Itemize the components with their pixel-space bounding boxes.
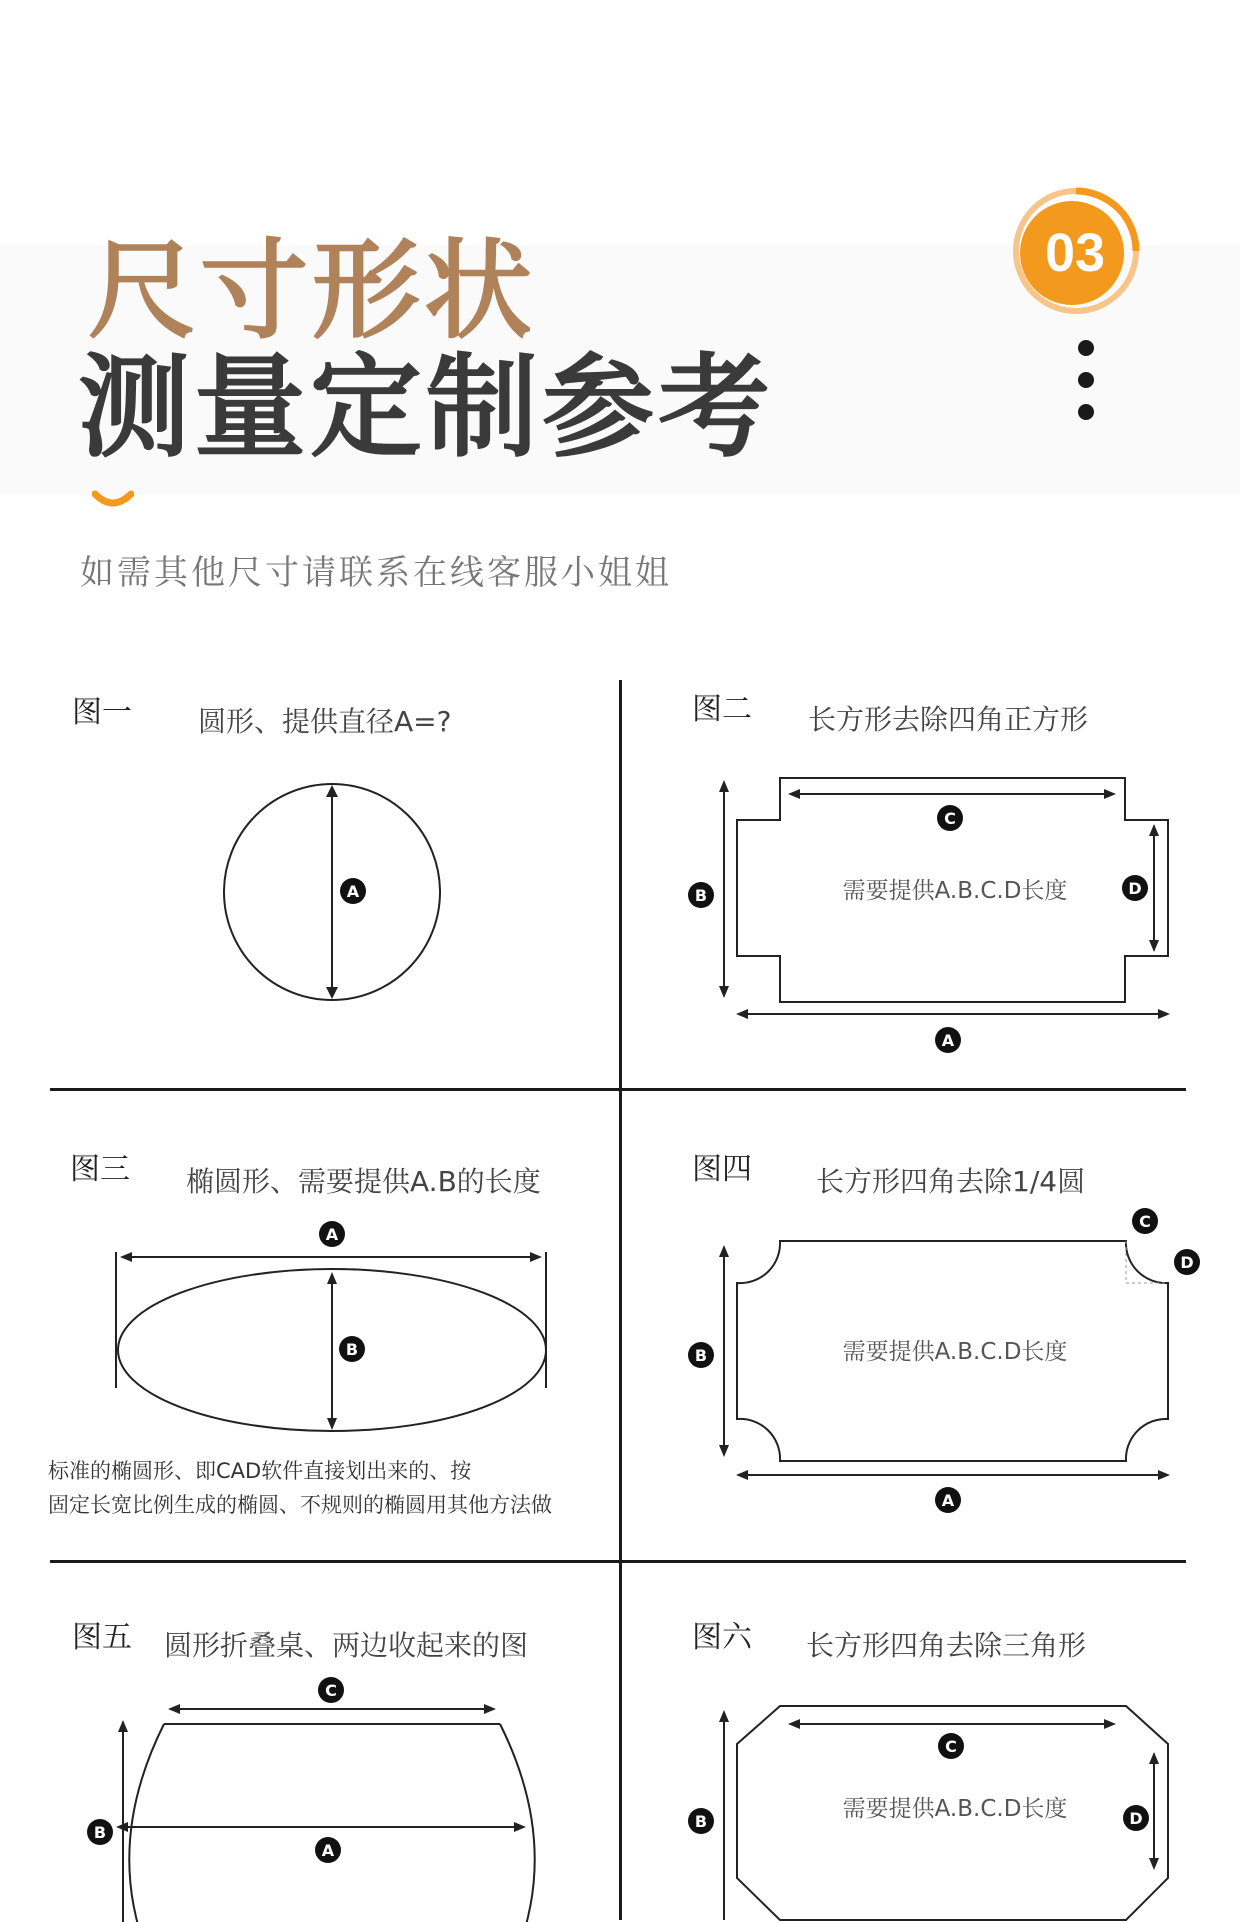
label-b: B <box>694 1812 708 1831</box>
page-title-line2: 测量定制参考 <box>78 343 774 473</box>
figure-1-circle-diagram <box>215 775 455 1015</box>
label-c: C <box>944 809 956 828</box>
figure-5-folding-table-diagram <box>80 1672 540 1922</box>
label-a: A <box>941 1491 955 1510</box>
label-d: D <box>1180 1253 1194 1272</box>
figure-4-number: 图四 <box>692 1152 752 1187</box>
figure-3-number: 图三 <box>70 1152 130 1187</box>
label-c: C <box>945 1737 957 1756</box>
figure-6-inner-text: 需要提供A.B.C.D长度 <box>842 1796 1068 1822</box>
figure-2-description: 长方形去除四角正方形 <box>808 703 1089 736</box>
vertical-dots <box>1078 340 1094 436</box>
label-b: B <box>93 1823 107 1842</box>
label-b: B <box>694 886 708 905</box>
figure-6-description: 长方形四角去除三角形 <box>806 1629 1087 1662</box>
figure-4-rounded-corner-rectangle-diagram <box>680 1205 1220 1525</box>
accent-mark <box>92 490 134 512</box>
label-b: B <box>694 1346 708 1365</box>
label-d: D <box>1129 1809 1143 1828</box>
badge-number: 03 <box>1044 223 1106 283</box>
figure-6-number: 图六 <box>692 1620 752 1655</box>
grid-divider-horizontal-1 <box>50 1088 1186 1091</box>
label-a: A <box>941 1031 955 1050</box>
figure-3-description: 椭圆形、需要提供A.B的长度 <box>186 1165 541 1198</box>
figure-4-description: 长方形四角去除1/4圆 <box>816 1165 1086 1198</box>
figure-3-note-line1: 标准的椭圆形、即CAD软件直接划出来的、按 <box>48 1459 472 1483</box>
label-a: A <box>321 1841 335 1860</box>
page-title-line1: 尺寸形状 <box>88 229 537 354</box>
figure-3-ellipse-diagram <box>100 1212 560 1452</box>
grid-divider-vertical <box>619 680 622 1920</box>
label-d: D <box>1128 879 1142 898</box>
figure-2-inner-text: 需要提供A.B.C.D长度 <box>842 878 1068 904</box>
figure-6-cut-corner-rectangle-diagram <box>680 1692 1180 1922</box>
label-a: A <box>346 882 360 901</box>
figure-5-number: 图五 <box>72 1620 132 1655</box>
grid-divider-horizontal-2 <box>50 1560 1186 1563</box>
subtitle: 如需其他尺寸请联系在线客服小姐姐 <box>80 553 672 593</box>
figure-2-number: 图二 <box>692 692 752 727</box>
figure-2-notched-rectangle-diagram <box>680 770 1180 1060</box>
figure-1-description: 圆形、提供直径A=? <box>198 705 452 738</box>
label-c: C <box>325 1681 337 1700</box>
figure-3-note-line2: 固定长宽比例生成的椭圆、不规则的椭圆用其他方法做 <box>48 1493 552 1517</box>
label-a: A <box>325 1225 339 1244</box>
figure-1-number: 图一 <box>72 695 132 730</box>
label-b: B <box>345 1340 359 1359</box>
figure-4-inner-text: 需要提供A.B.C.D长度 <box>842 1339 1068 1365</box>
label-c: C <box>1139 1212 1151 1231</box>
figure-5-description: 圆形折叠桌、两边收起来的图 <box>164 1629 529 1662</box>
